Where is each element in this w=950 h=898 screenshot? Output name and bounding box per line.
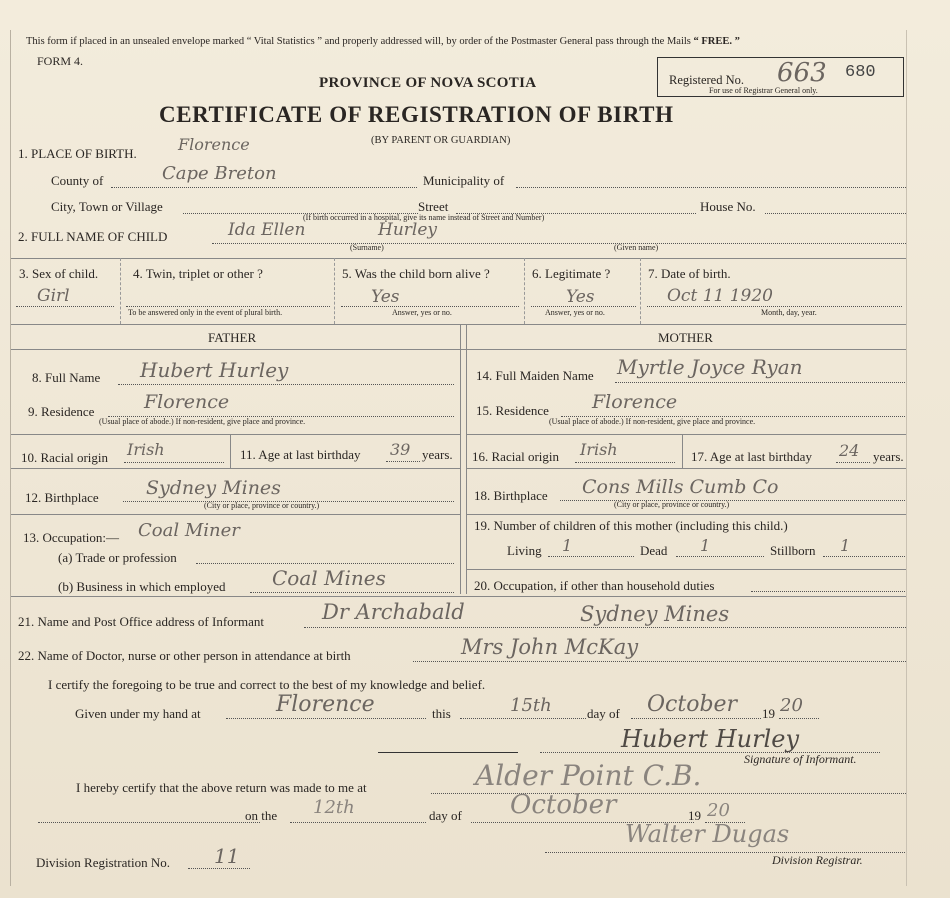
father-age-line xyxy=(386,461,420,462)
dead-line xyxy=(676,556,764,557)
child-name-label: 2. FULL NAME OF CHILD xyxy=(18,229,168,244)
parents-top-rule xyxy=(10,324,907,325)
given-year-value: 20 xyxy=(780,695,803,716)
father-business-line xyxy=(250,592,454,593)
mother-row-rule xyxy=(466,434,907,435)
legitimate-label: 6. Legitimate ? xyxy=(532,266,611,281)
house-label: House No. xyxy=(700,199,756,214)
born-alive-label: 5. Was the child born alive ? xyxy=(342,266,490,281)
born-alive-note: Answer, yes or no. xyxy=(392,308,452,317)
registrar-year-prefix: 19 xyxy=(688,808,701,823)
father-age-label: 11. Age at last birthday xyxy=(240,447,361,462)
registrar-statement: I hereby certify that the above return was made to me at xyxy=(76,780,367,795)
registrar-month-value: October xyxy=(510,790,617,820)
father-residence-note: (Usual place of abode.) If non-resident, give place and province. xyxy=(99,417,306,426)
county-label: County of xyxy=(51,173,104,188)
stillborn-line xyxy=(823,556,905,557)
details-divider xyxy=(640,258,641,324)
father-row-rule xyxy=(10,514,460,515)
mother-birthplace-line xyxy=(560,500,905,501)
mother-name-line xyxy=(615,382,905,383)
mailing-notice xyxy=(26,37,740,48)
mother-racial-value: Irish xyxy=(580,440,618,459)
born-alive-value: Yes xyxy=(371,287,400,307)
father-birthplace-note: (City or place, province or country.) xyxy=(204,501,320,510)
form-number: FORM 4. xyxy=(37,54,84,68)
given-place-line xyxy=(226,718,426,719)
informant-signature: Hubert Hurley xyxy=(621,725,799,753)
sex-label: 3. Sex of child. xyxy=(19,266,99,281)
surname-caption: (Surname) xyxy=(350,243,384,252)
parents-heading-rule xyxy=(10,349,907,350)
place-of-birth-value: Florence xyxy=(178,135,250,154)
born-alive-line xyxy=(341,306,519,307)
informant-line xyxy=(304,627,906,628)
registrar-signature: Walter Dugas xyxy=(625,820,790,848)
mother-birthplace-note: (City or place, province or country.) xyxy=(614,500,730,509)
living-line xyxy=(548,556,634,557)
registered-note: For use of Registrar General only. xyxy=(709,86,818,95)
mother-occupation-line xyxy=(751,591,905,592)
child-name-line xyxy=(212,243,906,244)
doctor-line xyxy=(413,661,906,662)
father-name-line xyxy=(118,384,454,385)
registrar-year-value: 20 xyxy=(707,800,730,821)
parents-column-divider xyxy=(466,324,467,594)
certificate-title: CERTIFICATE OF REGISTRATION OF BIRTH xyxy=(159,102,674,127)
details-divider xyxy=(524,258,525,324)
mother-row-rule xyxy=(466,514,907,515)
dead-value: 1 xyxy=(700,536,711,555)
mother-row-rule xyxy=(466,569,907,570)
division-registration-line xyxy=(188,868,250,869)
child-surname-value: Hurley xyxy=(378,220,438,240)
parents-column-divider xyxy=(460,324,461,594)
mother-birthplace-label: 18. Birthplace xyxy=(474,488,548,503)
father-residence-label: 9. Residence xyxy=(28,404,95,419)
dead-label: Dead xyxy=(640,543,668,558)
informant-address-value: Sydney Mines xyxy=(580,602,730,626)
father-name-value: Hubert Hurley xyxy=(140,358,289,382)
doctor-label: 22. Name of Doctor, nurse or other person in attendance at birth xyxy=(18,648,351,663)
father-name-label: 8. Full Name xyxy=(32,370,101,385)
father-racial-line xyxy=(124,462,224,463)
mother-children-label: 19. Number of children of this mother (including this child.) xyxy=(474,518,788,533)
registered-value: 663 xyxy=(777,58,827,88)
given-year-prefix: 19 xyxy=(762,706,775,721)
certification-statement: I certify the foregoing to be true and correct to the best of my knowledge and belief. xyxy=(48,677,486,692)
given-day-line xyxy=(460,718,586,719)
mailing-notice-free: “ FREE. ” xyxy=(693,36,740,47)
given-day-value: 15th xyxy=(510,695,552,716)
child-given-value: Ida Ellen xyxy=(228,220,306,240)
doctor-value: Mrs John McKay xyxy=(461,635,639,659)
father-row-rule xyxy=(10,434,460,435)
given-place-value: Florence xyxy=(276,692,375,717)
county-line xyxy=(111,187,417,188)
registered-stamp: 680 xyxy=(845,63,876,82)
details-divider xyxy=(120,258,121,324)
registrar-place-value: Alder Point C.B. xyxy=(475,759,702,792)
registrar-day-value: 12th xyxy=(313,797,355,818)
mother-racial-line xyxy=(575,462,675,463)
province-heading: PROVINCE OF NOVA SCOTIA xyxy=(319,75,537,91)
mailing-notice-text: This form if placed in an unsealed envelope marked “ Vital Statistics ” and properly addressed will, by order of the Postmaster General pass through the Mails xyxy=(26,36,691,47)
given-name-caption: (Given name) xyxy=(614,243,659,252)
father-years-label: years. xyxy=(422,447,453,462)
certification-separator xyxy=(378,752,518,753)
registrar-caption: Division Registrar. xyxy=(772,853,863,867)
living-value: 1 xyxy=(562,536,573,555)
twin-line xyxy=(126,306,330,307)
division-registration-label: Division Registration No. xyxy=(36,855,170,870)
father-occupation-value: Coal Miner xyxy=(138,520,240,541)
municipality-line xyxy=(516,187,906,188)
father-racial-value: Irish xyxy=(127,440,165,459)
twin-note: To be answered only in the event of plural birth. xyxy=(128,308,283,317)
registrar-day-line xyxy=(290,822,426,823)
mother-age-divider xyxy=(682,434,683,468)
date-of-birth-line xyxy=(647,306,902,307)
registrar-place-line xyxy=(431,793,906,794)
city-label: City, Town or Village xyxy=(51,199,163,214)
date-of-birth-label: 7. Date of birth. xyxy=(648,266,731,281)
mother-age-line xyxy=(836,462,870,463)
street-label: Street xyxy=(418,199,449,214)
given-day-of-label: day of xyxy=(587,706,620,721)
details-top-rule xyxy=(10,258,907,259)
mother-name-value: Myrtle Joyce Ryan xyxy=(617,355,803,379)
signature-caption: Signature of Informant. xyxy=(744,752,857,766)
father-heading: FATHER xyxy=(208,330,257,345)
mother-age-value: 24 xyxy=(839,441,860,460)
informant-top-rule xyxy=(10,596,907,597)
mother-row-rule xyxy=(466,468,907,469)
sex-line xyxy=(16,306,114,307)
father-age-divider xyxy=(230,434,231,468)
mother-birthplace-value: Cons Mills Cumb Co xyxy=(582,476,779,498)
county-value: Cape Breton xyxy=(162,163,277,184)
certificate-subtitle: (BY PARENT OR GUARDIAN) xyxy=(371,135,511,146)
father-racial-label: 10. Racial origin xyxy=(21,450,109,465)
twin-label: 4. Twin, triplet or other ? xyxy=(133,266,263,281)
registrar-day-of-label: day of xyxy=(429,808,462,823)
municipality-label: Municipality of xyxy=(423,173,505,188)
place-of-birth-label: 1. PLACE OF BIRTH. xyxy=(18,146,137,161)
legitimate-value: Yes xyxy=(566,287,595,307)
registrar-on-the-label: on the xyxy=(245,808,278,823)
registrar-lead-line xyxy=(38,822,260,823)
father-business-label: (b) Business in which employed xyxy=(58,579,226,594)
date-of-birth-note: Month, day, year. xyxy=(761,308,817,317)
informant-value: Dr Archabald xyxy=(322,600,465,624)
father-trade-line xyxy=(196,563,454,564)
stillborn-value: 1 xyxy=(840,536,851,555)
mother-years-label: years. xyxy=(873,449,904,464)
father-birthplace-value: Sydney Mines xyxy=(146,477,281,499)
mother-residence-label: 15. Residence xyxy=(476,403,549,418)
father-birthplace-label: 12. Birthplace xyxy=(25,490,99,505)
stillborn-label: Stillborn xyxy=(770,543,816,558)
given-under-label: Given under my hand at xyxy=(75,706,201,721)
house-line xyxy=(765,213,906,214)
living-label: Living xyxy=(507,543,542,558)
father-age-value: 39 xyxy=(390,440,411,459)
father-business-value: Coal Mines xyxy=(272,566,386,590)
given-year-line xyxy=(779,718,819,719)
registered-label: Registered No. xyxy=(669,73,744,87)
hospital-note: (If birth occurred in a hospital, give its name instead of Street and Number) xyxy=(303,213,545,222)
given-month-line xyxy=(631,718,761,719)
given-month-value: October xyxy=(647,692,738,717)
mother-age-label: 17. Age at last birthday xyxy=(691,449,812,464)
father-residence-value: Florence xyxy=(144,391,230,413)
details-divider xyxy=(334,258,335,324)
informant-label: 21. Name and Post Office address of Informant xyxy=(18,614,264,629)
given-this-label: this xyxy=(432,706,451,721)
sex-value: Girl xyxy=(37,286,70,306)
father-occupation-label: 13. Occupation:— xyxy=(23,530,120,545)
mother-heading: MOTHER xyxy=(658,330,713,345)
mother-residence-value: Florence xyxy=(592,391,678,413)
legitimate-line xyxy=(531,306,636,307)
mother-name-label: 14. Full Maiden Name xyxy=(476,368,594,383)
father-row-rule xyxy=(10,468,460,469)
mother-racial-label: 16. Racial origin xyxy=(472,449,560,464)
father-trade-label: (a) Trade or profession xyxy=(58,550,177,565)
date-of-birth-value: Oct 11 1920 xyxy=(667,286,773,306)
mother-occupation-label: 20. Occupation, if other than household duties xyxy=(474,578,715,593)
legitimate-note: Answer, yes or no. xyxy=(545,308,605,317)
division-registration-value: 11 xyxy=(214,844,240,868)
mother-residence-note: (Usual place of abode.) If non-resident, give place and province. xyxy=(549,417,756,426)
